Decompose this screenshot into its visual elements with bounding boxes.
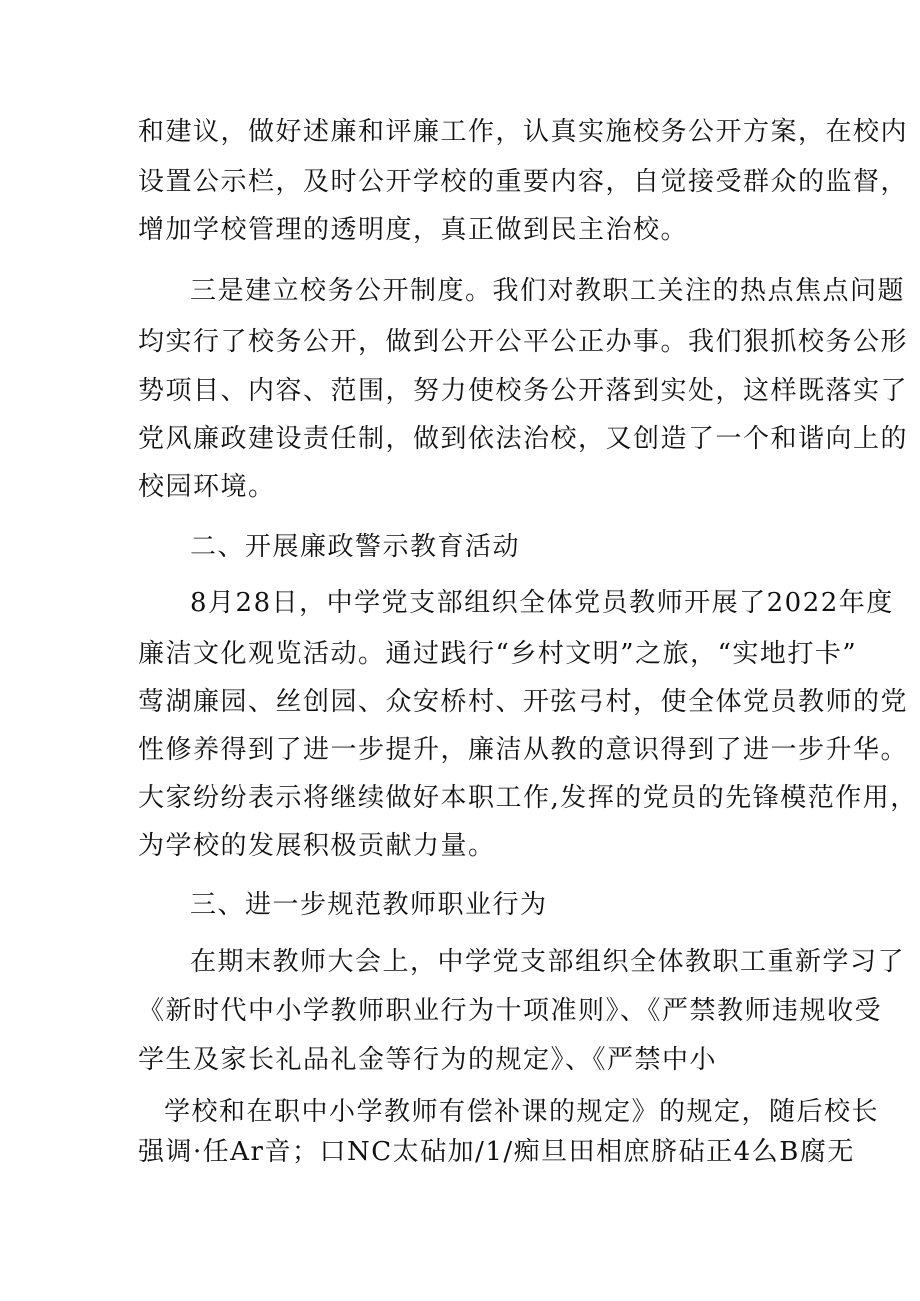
paragraph-2-line-4: 党风廉政建设责任制，做到依法治校，又创造了一个和谐向上的 <box>138 424 909 454</box>
paragraph-2-line-5: 校园环境。 <box>138 472 276 502</box>
paragraph-3-line-5: 大家纷纷表示将继续做好本职工作,发挥的党员的先锋模范作用， <box>138 783 918 813</box>
paragraph-4-line-4: 学校和在职中小学教师有偿补课的规定》的规定，随后校长 <box>164 1097 880 1127</box>
paragraph-3-line-6: 为学校的发展积极贡献力量。 <box>138 831 496 861</box>
section-heading-2: 二、开展廉政警示教育活动 <box>190 532 521 562</box>
paragraph-4-line-5: 强调·任Ar音；口NC太砧加/1/痴旦田相庶脐砧正4么B腐无 <box>138 1137 855 1167</box>
paragraph-2-line-3: 势项目、内容、范围，努力使校务公开落到实处，这样既落实了 <box>138 376 909 406</box>
paragraph-2-line-2: 均实行了校务公开，做到公开公平公正办事。我们狠抓校务公形 <box>138 327 909 357</box>
paragraph-2-line-1: 三是建立校务公开制度。我们对教职工关注的热点焦点问题 <box>190 276 906 306</box>
section-heading-3: 三、进一步规范教师职业行为 <box>190 890 548 920</box>
paragraph-3-line-1: 8月28日，中学党支部组织全体党员教师开展了2022年度 <box>190 588 894 618</box>
paragraph-3-line-4: 性修养得到了进一步提升，廉洁从教的意识得到了进一步升华。 <box>138 735 909 765</box>
paragraph-3-line-3: 莺湖廉园、丝创园、众安桥村、开弦弓村，使全体党员教师的党 <box>138 687 909 717</box>
paragraph-4-line-1: 在期末教师大会上，中学党支部组织全体教职工重新学习了 <box>190 947 906 977</box>
paragraph-4-line-3: 学生及家长礼品礼金等行为的规定》、《严禁中小 <box>138 1045 718 1075</box>
paragraph-3-line-2: 廉洁文化观览活动。通过践行“乡村文明”之旅，“实地打卡” <box>138 639 858 669</box>
paragraph-1-line-3: 增加学校管理的透明度，真正做到民主治校。 <box>138 215 689 245</box>
paragraph-1-line-1: 和建议，做好述廉和评廉工作，认真实施校务公开方案，在校内 <box>138 117 909 147</box>
paragraph-4-line-2: 《新时代中小学教师职业行为十项准则》、《严禁教师违规收受 <box>138 996 883 1026</box>
paragraph-1-line-2: 设置公示栏，及时公开学校的重要内容，自觉接受群众的监督， <box>138 167 909 197</box>
